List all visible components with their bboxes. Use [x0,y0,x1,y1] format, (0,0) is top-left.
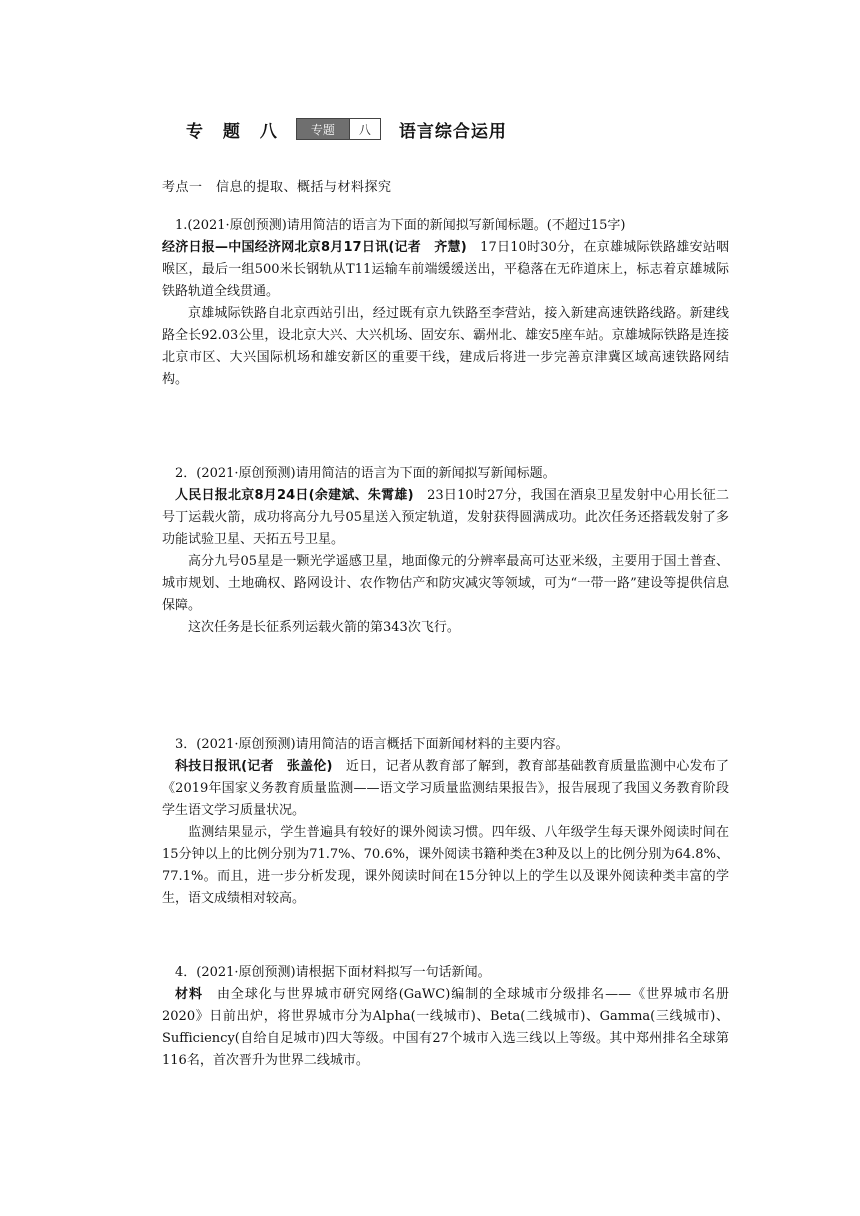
question-2-paragraph-3-text: 这次任务是长征系列运载火箭的第343次飞行。 [188,620,460,635]
question-1-paragraph-1 [162,237,729,303]
question-4 [162,962,729,1072]
question-2-paragraph-1-text: 23日10时27分，我国在酒泉卫星发射中心用长征二号丁运载火箭，成功将高分九号05星送入预定轨道，发射获得圆满成功。此次任务还搭载发射了多功能试验卫星、天拓五号卫星。 [162,488,729,547]
section-title: 考点一 信息的提取、概括与材料探究 [162,180,392,195]
question-2-prompt-text: 2．(2021·原创预测)请用简洁的语言为下面的新闻拟写新闻标题。 [175,466,556,481]
question-4-paragraph-1 [162,984,729,1072]
chapter-title: 专 题 八 [186,121,284,142]
question-3-prompt-text: 3．(2021·原创预测)请用简洁的语言概括下面新闻材料的主要内容。 [175,737,569,752]
question-1-paragraph-2 [162,303,729,391]
question-2-paragraph-1 [162,485,729,551]
question-4-prompt-text: 4．(2021·原创预测)请根据下面材料拟写一句话新闻。 [175,965,491,980]
question-1 [162,215,729,391]
question-1-prompt [162,215,729,237]
question-3-paragraph-2 [162,822,729,910]
question-2-dateline: 人民日报北京8月24日(余建斌、朱霄雄) [175,488,414,503]
question-2-paragraph-3 [162,617,729,639]
question-3-dateline: 科技日报讯(记者 张盖伦) [175,759,333,774]
chapter-header [186,116,507,142]
question-1-dateline: 经济日报—中国经济网北京8月17日讯(记者 齐慧) [162,240,467,255]
question-3-paragraph-1-text: 近日，记者从教育部了解到，教育部基础教育质量监测中心发布了《2019年国家义务教育质量监测——语文学习质量监测结果报告》，报告展现了我国义务教育阶段学生语文学习质量状况。 [162,759,729,818]
chapter-tag [296,118,381,140]
question-3-paragraph-2-text: 监测结果显示，学生普遍具有较好的课外阅读习惯。四年级、八年级学生每天课外阅读时间在15分钟以上的比例分别为71.7%、70.6%，课外阅读书籍种类在3种及以上的比例分别为64.8%、77.1%。而且，进一步分析发现，课外阅读时间在15分钟以上的学生以及课外阅读种类丰富的学生，语文成绩相对较高。 [162,825,729,906]
question-4-material-label: 材料 [175,987,203,1002]
question-3-paragraph-1 [162,756,729,822]
question-3 [162,734,729,910]
question-3-prompt [162,734,729,756]
question-2-paragraph-2 [162,551,729,617]
question-1-paragraph-2-text: 京雄城际铁路自北京西站引出，经过既有京九铁路至李营站，接入新建高速铁路线路。新建线路全长92.03公里，设北京大兴、大兴机场、固安东、霸州北、雄安5座车站。京雄城际铁路是连接北京市区、大兴国际机场和雄安新区的重要干线，建成后将进一步完善京津冀区域高速铁路网结构。 [162,306,729,387]
chapter-subtitle: 语言综合运用 [398,121,507,142]
chapter-tag-number: 八 [349,119,380,139]
chapter-tag-label: 专题 [297,119,349,139]
question-2 [162,463,729,639]
question-1-prompt-text: 1.(2021·原创预测)请用简洁的语言为下面的新闻拟写新闻标题。(不超过15字) [175,218,626,233]
question-2-paragraph-2-text: 高分九号05星是一颗光学遥感卫星，地面像元的分辨率最高可达亚米级，主要用于国土普查、城市规划、土地确权、路网设计、农作物估产和防灾减灾等领域，可为“一带一路”建设等提供信息保障。 [162,554,729,613]
question-2-prompt [162,463,729,485]
question-4-paragraph-1-text: 由全球化与世界城市研究网络(GaWC)编制的全球城市分级排名——《世界城市名册2020》日前出炉，将世界城市分为Alpha(一线城市)、Beta(二线城市)、Gamma(三线城市)、Sufficiency(自给自足城市)四大等级。中国有27个城市入选三线以上等级。其中郑州排名全球第116名，首次晋升为世界二线城市。 [162,987,729,1068]
question-1-paragraph-1-text: 17日10时30分，在京雄城际铁路雄安站咽喉区，最后一组500米长钢轨从T11运输车前端缓缓送出，平稳落在无砟道床上，标志着京雄城际铁路轨道全线贯通。 [162,240,729,299]
question-4-prompt [162,962,729,984]
